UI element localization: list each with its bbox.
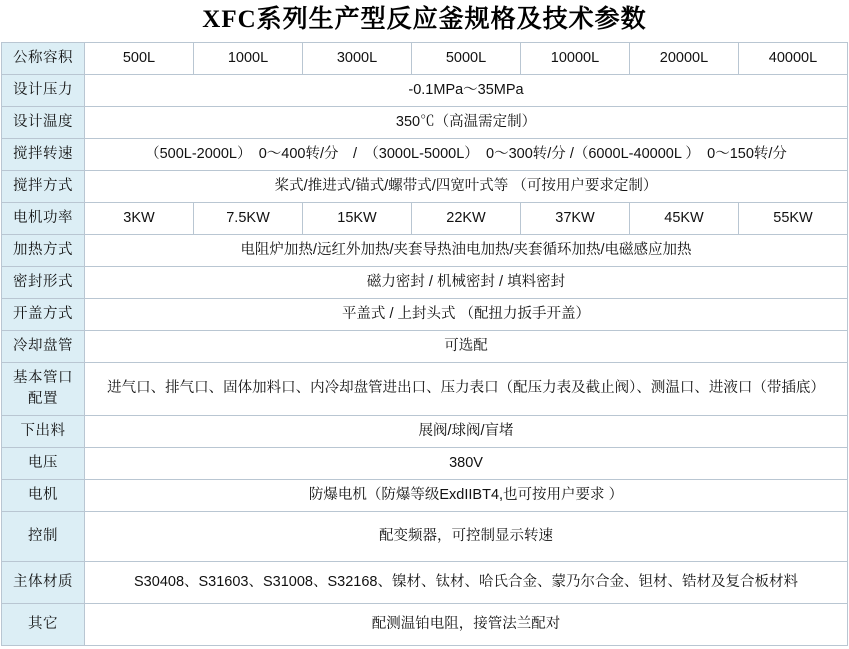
- table-row: [2, 202, 848, 234]
- table-row: [2, 479, 848, 511]
- row-value: 平盖式 / 上封头式 （配扭力扳手开盖）: [85, 298, 848, 330]
- row-label: 密封形式: [2, 266, 85, 298]
- table-cell: 1000L: [194, 42, 303, 74]
- table-row: [2, 330, 848, 362]
- row-value: 配测温铂电阻，接管法兰配对: [85, 603, 848, 645]
- table-cell: 3KW: [85, 202, 194, 234]
- row-value: -0.1MPa～35MPa: [85, 74, 848, 106]
- row-label: 其它: [2, 603, 85, 645]
- table-row: [2, 42, 848, 74]
- row-label: 搅拌方式: [2, 170, 85, 202]
- table-cell: 3000L: [303, 42, 412, 74]
- table-row: [2, 106, 848, 138]
- row-label: 开盖方式: [2, 298, 85, 330]
- table-cell: 500L: [85, 42, 194, 74]
- table-cell: 37KW: [521, 202, 630, 234]
- row-value: S30408、S31603、S31008、S32168、镍材、钛材、哈氏合金、蒙乃尔合金、钽材、锆材及复合板材料: [85, 561, 848, 603]
- row-value: 进气口、排气口、固体加料口、内冷却盘管进出口、压力表口（配压力表及截止阀）、测温口、进液口（带插底）: [85, 362, 848, 415]
- table-row: [2, 447, 848, 479]
- page-title: XFC系列生产型反应釜规格及技术参数: [202, 6, 647, 33]
- row-label: 电机: [2, 479, 85, 511]
- table-cell: 55KW: [739, 202, 848, 234]
- row-label: 冷却盘管: [2, 330, 85, 362]
- row-label: 设计温度: [2, 106, 85, 138]
- specification-table: [1, 42, 848, 646]
- row-label: 搅拌转速: [2, 138, 85, 170]
- row-label: 设计压力: [2, 74, 85, 106]
- table-row: [2, 511, 848, 561]
- row-value: 380V: [85, 447, 848, 479]
- row-value: 电阻炉加热/远红外加热/夹套导热油电加热/夹套循环加热/电磁感应加热: [85, 234, 848, 266]
- row-label: 下出料: [2, 415, 85, 447]
- row-label: 加热方式: [2, 234, 85, 266]
- table-cell: 5000L: [412, 42, 521, 74]
- row-label: 基本管口配置: [2, 362, 85, 415]
- table-row: [2, 603, 848, 645]
- table-row: [2, 561, 848, 603]
- table-cell: 22KW: [412, 202, 521, 234]
- row-label: 公称容积: [2, 42, 85, 74]
- table-cell: 7.5KW: [194, 202, 303, 234]
- table-row: [2, 170, 848, 202]
- table-cell: 40000L: [739, 42, 848, 74]
- row-value: 展阀/球阀/盲堵: [85, 415, 848, 447]
- row-value: 磁力密封 / 机械密封 / 填料密封: [85, 266, 848, 298]
- row-value: 350℃（高温需定制）: [85, 106, 848, 138]
- table-row: [2, 415, 848, 447]
- table-row: [2, 74, 848, 106]
- table-row: [2, 362, 848, 415]
- row-value: （500L-2000L） 0～400转/分 / （3000L-5000L） 0～300转/分 /（6000L-40000L ） 0～150转/分: [85, 138, 848, 170]
- table-cell: 15KW: [303, 202, 412, 234]
- row-label: 控制: [2, 511, 85, 561]
- table-row: [2, 298, 848, 330]
- row-value: 桨式/推进式/锚式/螺带式/四宽叶式等 （可按用户要求定制）: [85, 170, 848, 202]
- table-row: [2, 138, 848, 170]
- row-value: 可选配: [85, 330, 848, 362]
- table-row: [2, 266, 848, 298]
- row-label: 电压: [2, 447, 85, 479]
- row-value: 防爆电机（防爆等级ExdIIBT4,也可按用户要求 ）: [85, 479, 848, 511]
- row-label: 电机功率: [2, 202, 85, 234]
- table-cell: 10000L: [521, 42, 630, 74]
- table-row: [2, 234, 848, 266]
- row-label: 主体材质: [2, 561, 85, 603]
- row-value: 配变频器，可控制显示转速: [85, 511, 848, 561]
- table-cell: 20000L: [630, 42, 739, 74]
- table-cell: 45KW: [630, 202, 739, 234]
